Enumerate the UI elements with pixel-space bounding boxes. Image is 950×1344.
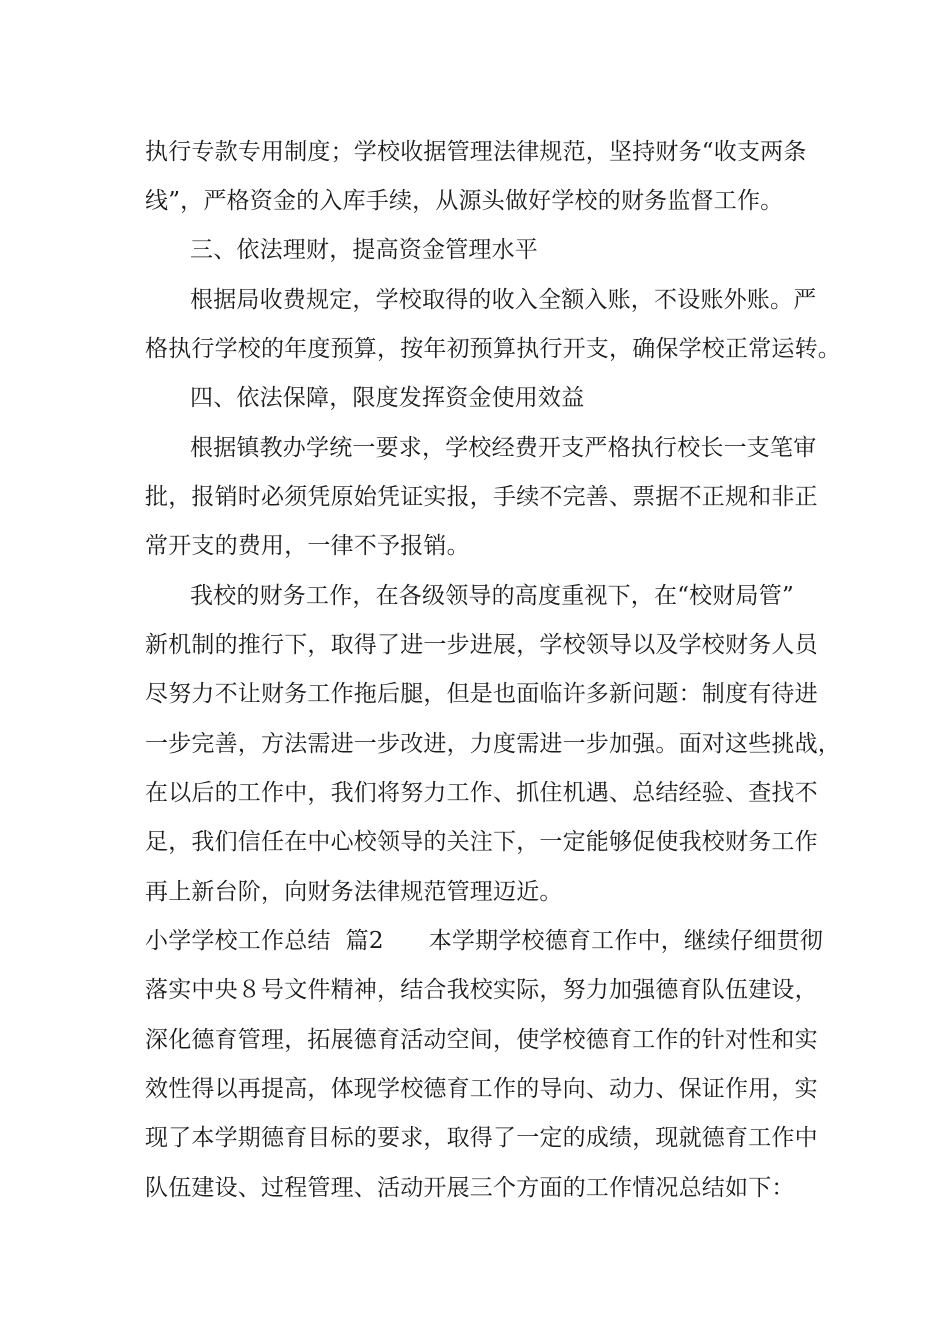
text-line: 一步完善，方法需进一步改进，力度需进一步加强。面对这些挑战， (145, 731, 841, 757)
text-line: 尽努力不让财务工作拖后腿，但是也面临许多新问题：制度有待进 (145, 681, 818, 707)
text-line: 我校的财务工作，在各级领导的高度重视下，在“校财局管” (190, 583, 794, 609)
text-line: 队伍建设、过程管理、活动开展三个方面的工作情况总结如下： (145, 1175, 795, 1201)
text-line: 在以后的工作中，我们将努力工作、抓住机遇、总结经验、查找不 (145, 780, 818, 806)
text-line: 效性得以再提高，体现学校德育工作的导向、动力、保证作用，实 (145, 1076, 818, 1102)
text-line: 深化德育管理，拓展德育活动空间，使学校德育工作的针对性和实 (145, 1027, 818, 1053)
text-line: 批，报销时必须凭原始凭证实报，手续不完善、票据不正规和非正 (145, 484, 818, 510)
section-heading: 四、依法保障，限度发挥资金使用效益 (190, 385, 585, 411)
text-line: 根据局收费规定，学校取得的收入全额入账，不设账外账。严 (190, 287, 817, 313)
text-line: 根据镇教办学统一要求，学校经费开支严格执行校长一支笔审 (190, 435, 817, 461)
text-line: 落实中央８号文件精神，结合我校实际，努力加强德育队伍建设， (145, 977, 818, 1003)
text-line: 格执行学校的年度预算，按年初预算执行开支，确保学校正常运转。 (145, 336, 841, 362)
section-heading: 三、依法理财，提高资金管理水平 (190, 237, 538, 263)
text-line: 线”，严格资金的入库手续，从源头做好学校的财务监督工作。 (145, 188, 784, 214)
text-line: 再上新台阶，向财务法律规范管理迈近。 (145, 879, 563, 905)
text-line: 现了本学期德育目标的要求，取得了一定的成绩，现就德育工作中 (145, 1125, 818, 1151)
text-line: 足，我们信任在中心校领导的关注下，一定能够促使我校财务工作 (145, 829, 818, 855)
text-line: 新机制的推行下，取得了进一步进展，学校领导以及学校财务人员 (145, 632, 818, 658)
text-line: 执行专款专用制度；学校收据管理法律规范，坚持财务“收支两条 (145, 139, 807, 165)
text-line: 常开支的费用，一律不予报销。 (145, 533, 470, 559)
text-line: 小学学校工作总结 篇2 本学期学校德育工作中，继续仔细贯彻 (145, 928, 824, 954)
